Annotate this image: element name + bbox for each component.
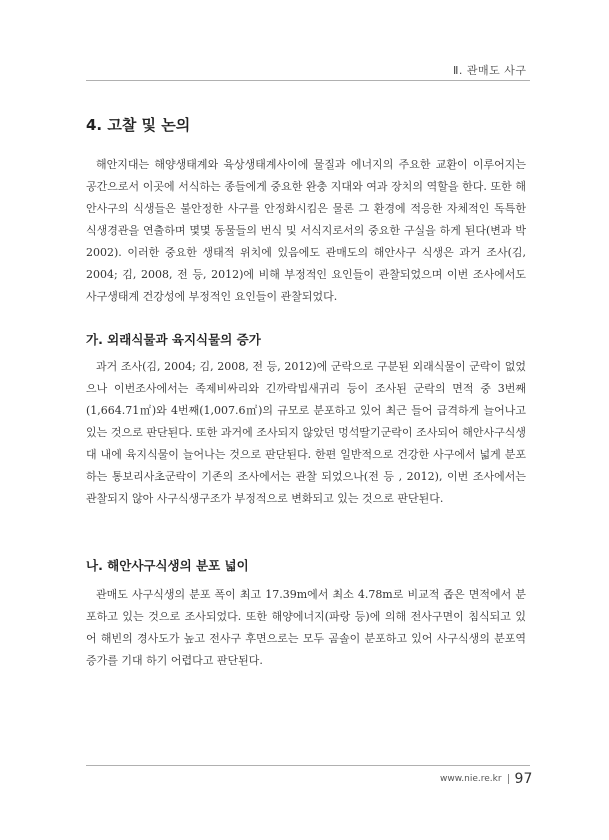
- intro-paragraph: 해안지대는 해양생태계와 육상생태계사이에 물질과 에너지의 주요한 교환이 이루어지는 공간으로서 이곳에 서식하는 종들에게 중요한 완충 지대와 여과 장치의 역할을 한다. 또한 해안사구의 식생들은 불안정한 사구를 안정화시킴은 물론 그 환경에 적응한 자체적인 독특한 식생경관을 연출하며 몇몇 동물들의 번식 및 서식지로서의 중요한 구실을 하게 된다(변과 박 2002). 이러한 중요한 생태적 위치에 있음에도 관매도의 해안사구 식생은 과거 조사(김, 2004; 김, 2008, 전 등, 2012)에 비해 부정적인 요인들이 관찰되었으며 이번 조사에서도 사구생태계 건강성에 부정적인 요인들이 관찰되었다.: [86, 158, 526, 303]
- footer-separator: [508, 774, 509, 784]
- footer-url: www.nie.re.kr: [440, 774, 502, 784]
- subsection-b-title: 나. 해안사구식생의 분포 넓이: [86, 558, 249, 573]
- page-footer: [440, 771, 532, 787]
- page-number: 97: [514, 771, 533, 787]
- subsection-b-paragraph: 관매도 사구식생의 분포 폭이 최고 17.39m에서 최소 4.78m로 비교적 좁은 면적에서 분포하고 있는 것으로 조사되었다. 또한 해양에너지(파랑 등)에 의해 전사구면이 침식되고 있어 해빈의 경사도가 높고 전사구 후면으로는 모두 곰솔이 분포하고 있어 사구식생의 분포역 증가를 기대 하기 어렵다고 판단된다.: [86, 588, 526, 667]
- section-title: 4. 고찰 및 논의: [86, 116, 191, 134]
- subsection-a-paragraph: 과거 조사(김, 2004; 김, 2008, 전 등, 2012)에 군락으로 구분된 외래식물이 군락이 없었으나 이번조사에서는 족제비싸리와 긴까락빕새귀리 등이 조사된 군락의 면적 중 3번째(1,664.71㎡)와 4번째(1,007.6㎡)의 규모로 분포하고 있어 최근 들어 급격하게 늘어나고 있는 것으로 판단된다. 또한 과거에 조사되지 않았던 멍석딸기군락이 조사되어 해안사구식생대 내에 육지식물이 늘어나는 것으로 판단된다. 한편 일반적으로 건강한 사구에서 넓게 분포하는 통보리사초군락이 기존의 조사에서는 관찰 되었으나(전 등 , 2012), 이번 조사에서는 관찰되지 않아 사구식생구조가 부정적으로 변화되고 있는 것으로 판단된다.: [86, 360, 526, 505]
- running-header: Ⅱ. 관매도 사구: [453, 64, 527, 77]
- footer-divider: [86, 765, 530, 766]
- header-divider: [86, 80, 530, 81]
- subsection-a-title: 가. 외래식물과 육지식물의 증가: [86, 332, 261, 347]
